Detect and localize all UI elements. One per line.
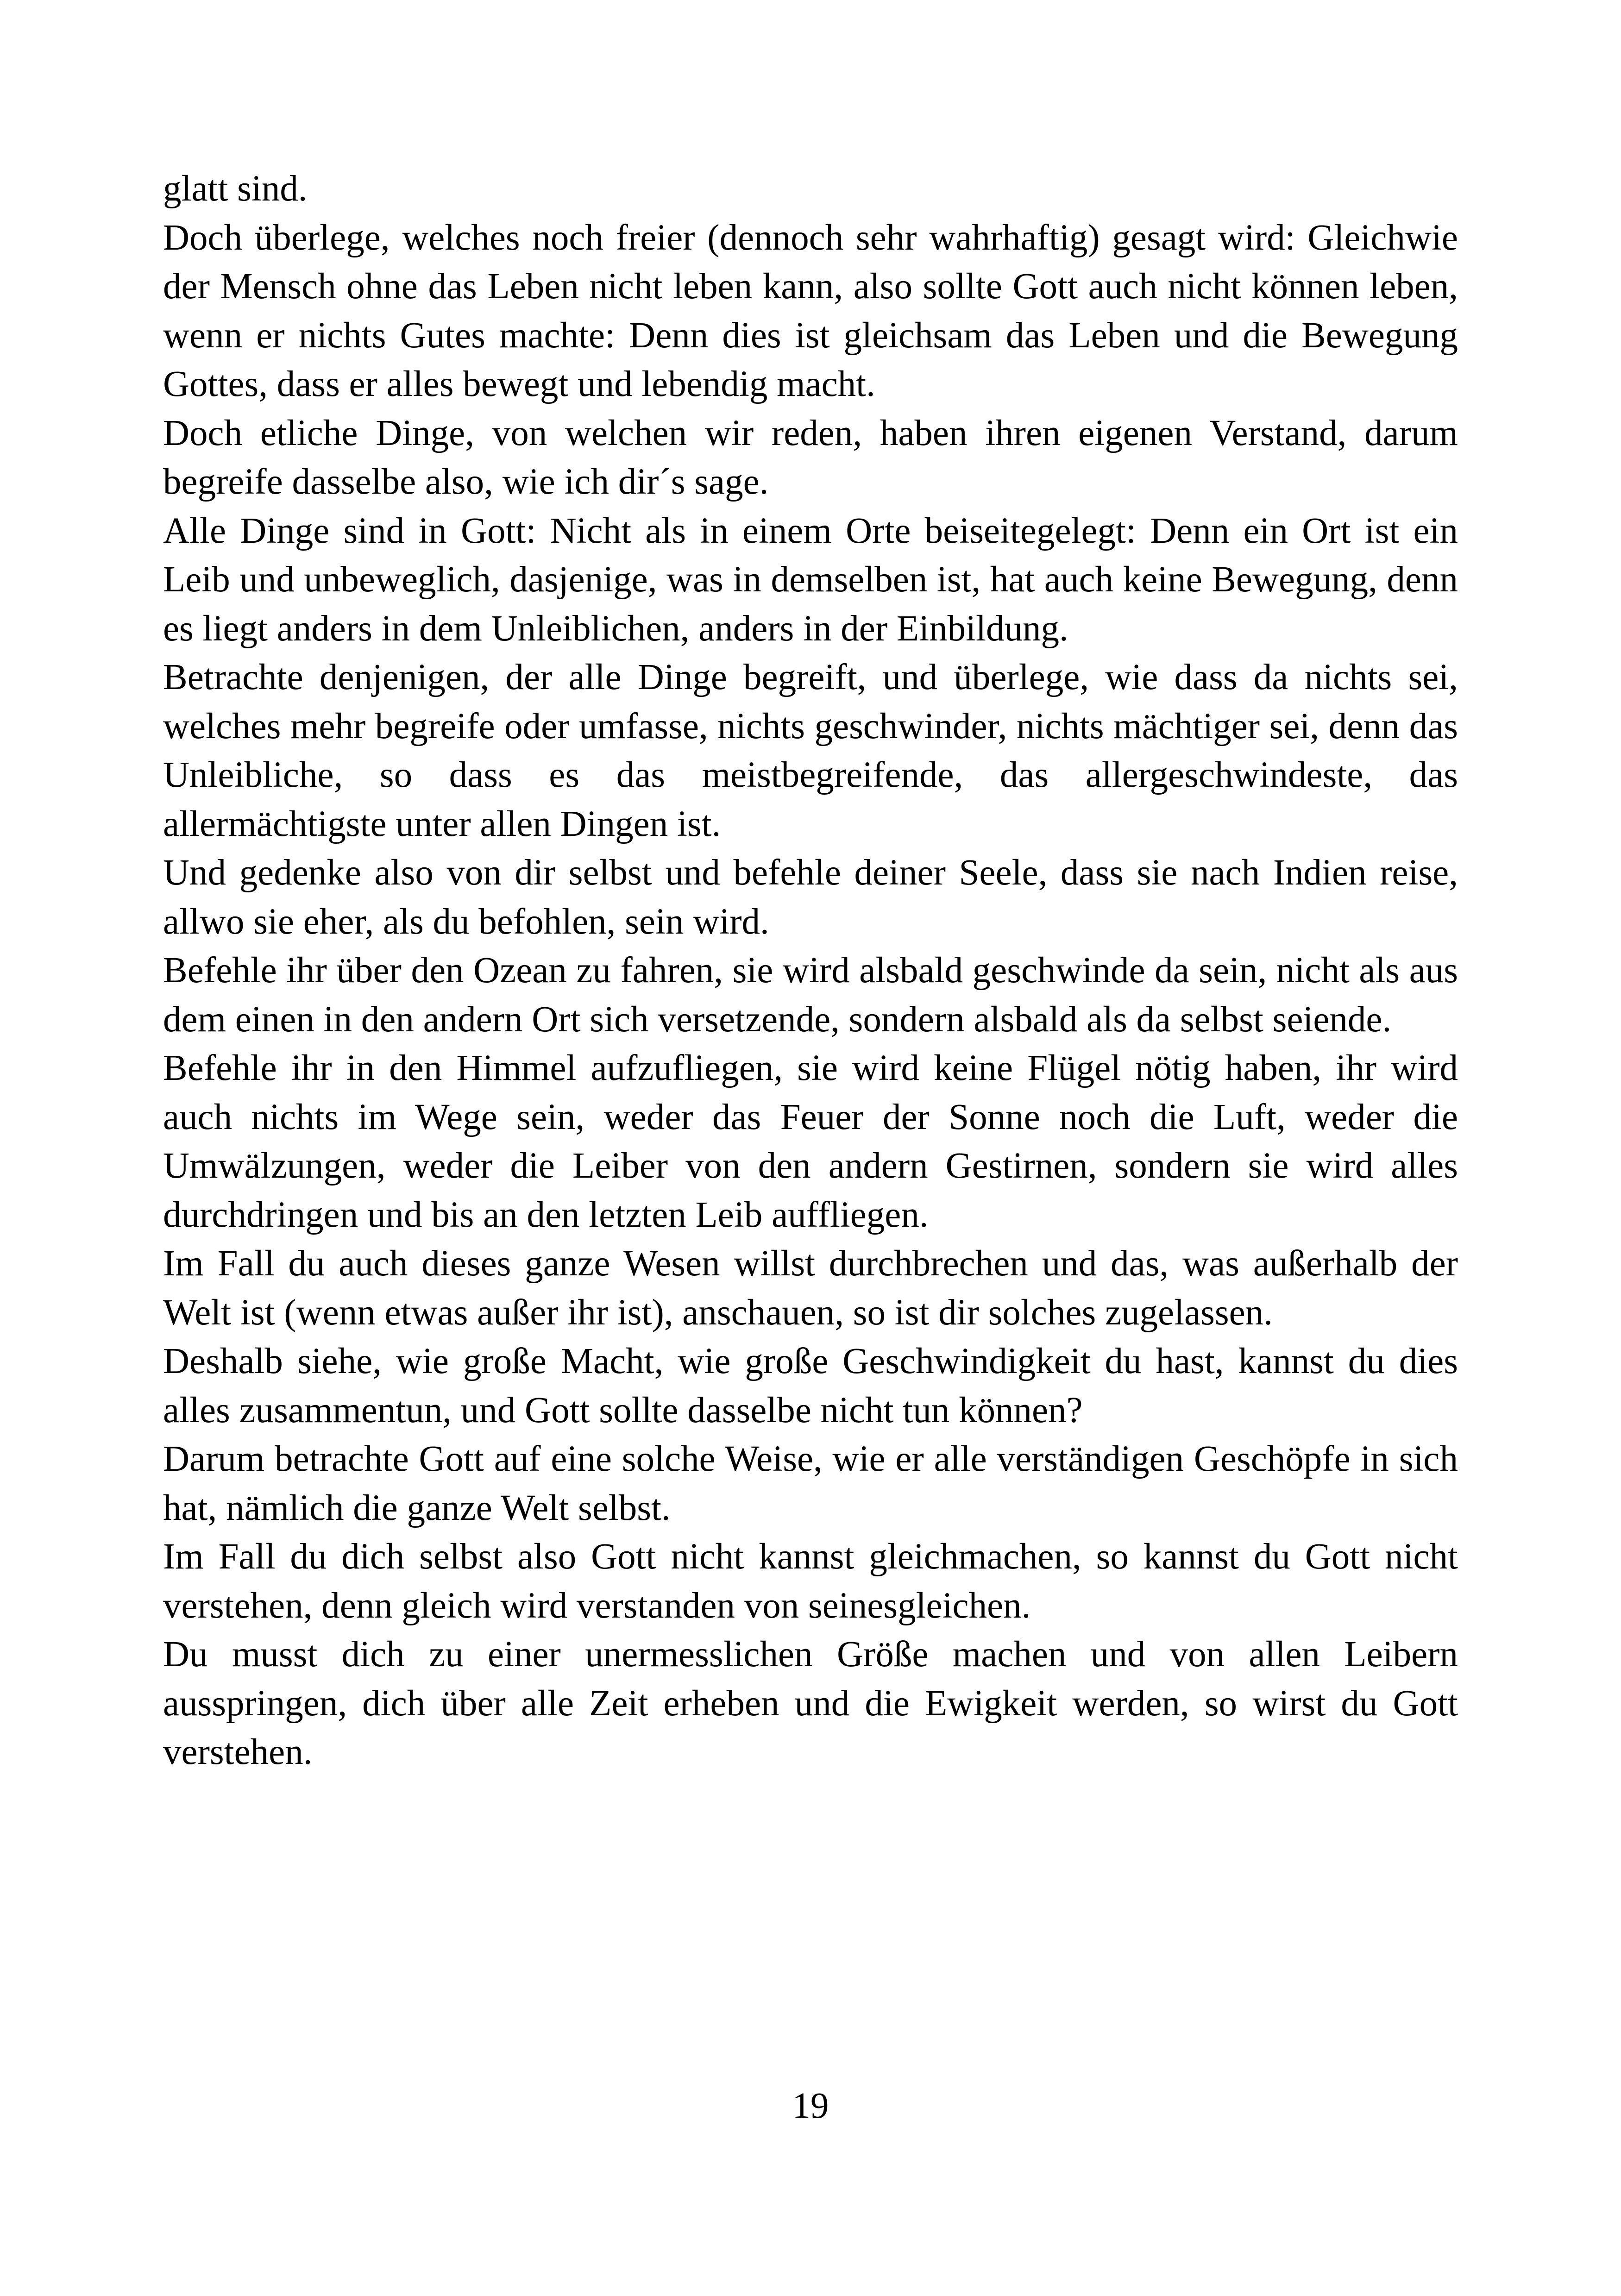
paragraph: Befehle ihr über den Ozean zu fahren, sie wird alsbald geschwinde da sein, nicht als aus dem einen in den andern Ort sich versetzende, sondern alsbald als da selbst seiende. (163, 950, 1458, 1040)
paragraph: glatt sind. (163, 169, 308, 209)
paragraph: Betrachte denjenigen, der alle Dinge begreift, und überlege, wie dass da nichts sei, welches mehr begreife oder umfasse, nichts geschwinder, nichts mächtiger sei, denn das Unleibliche, so dass es das meistbegreifende, das allergeschwindeste, das allermächtigste unter allen Dingen ist. (163, 657, 1458, 844)
paragraph: Deshalb siehe, wie große Macht, wie große Geschwindigkeit du hast, kannst du dies alles zusammentun, und Gott sollte dasselbe nicht tun können? (163, 1341, 1458, 1430)
paragraph: Doch überlege, welches noch freier (dennoch sehr wahrhaftig) gesagt wird: Gleichwie der Mensch ohne das Leben nicht leben kann, also sollte Gott auch nicht können leben, wenn er nichts Gutes machte: Denn dies ist gleichsam das Leben und die Bewegung Gottes, dass er alles bewegt und lebendig macht. (163, 217, 1458, 404)
paragraph: Doch etliche Dinge, von welchen wir reden, haben ihren eigenen Verstand, darum begreife dasselbe also, wie ich dir´s sage. (163, 413, 1458, 502)
paragraph: Im Fall du auch dieses ganze Wesen willst durchbrechen und das, was außerhalb der Welt ist (wenn etwas außer ihr ist), anschauen, so ist dir solches zugelassen. (163, 1243, 1458, 1333)
paragraph: Du musst dich zu einer unermesslichen Größe machen und von allen Leibern ausspringen, dich über alle Zeit erheben und die Ewigkeit werden, so wirst du Gott verstehen. (163, 1634, 1458, 1772)
paragraph: Darum betrachte Gott auf eine solche Weise, wie er alle verständigen Geschöpfe in sich hat, nämlich die ganze Welt selbst. (163, 1439, 1458, 1528)
page-number: 19 (792, 2086, 829, 2126)
body-text (163, 164, 1458, 1777)
paragraph: Im Fall du dich selbst also Gott nicht kannst gleichmachen, so kannst du Gott nicht verstehen, denn gleich wird verstanden von seinesgleichen. (163, 1537, 1458, 1626)
paragraph: Und gedenke also von dir selbst und befehle deiner Seele, dass sie nach Indien reise, allwo sie eher, als du befohlen, sein wird. (163, 853, 1458, 942)
paragraph: Alle Dinge sind in Gott: Nicht als in einem Orte beiseitegelegt: Denn ein Ort ist ein Leib und unbeweglich, dasjenige, was in demselben ist, hat auch keine Bewegung, denn es liegt anders in dem Unleiblichen, anders in der Einbildung. (163, 510, 1458, 649)
paragraph: Befehle ihr in den Himmel aufzufliegen, sie wird keine Flügel nötig haben, ihr wird auch nichts im Wege sein, weder das Feuer der Sonne noch die Luft, weder die Umwälzungen, weder die Leiber von den andern Gestirnen, sondern sie wird alles durchdringen und bis an den letzten Leib auffliegen. (163, 1048, 1458, 1235)
